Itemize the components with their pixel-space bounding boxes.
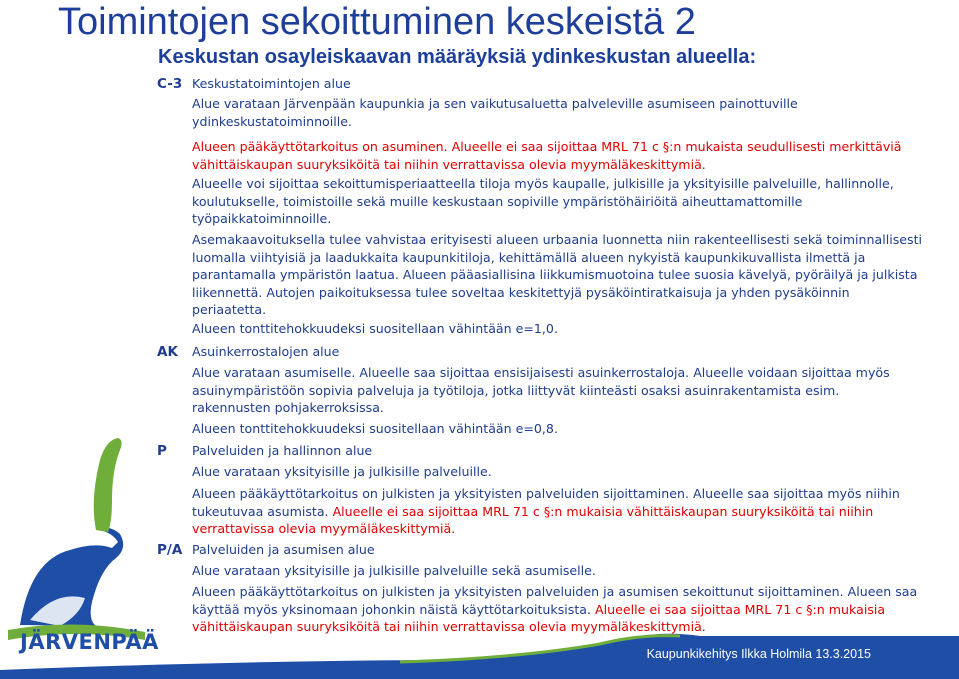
c3-paragraph-5: Alueen tonttitehokkuudeksi suositellaan vähintään e=1,0. (192, 321, 558, 336)
zone-code-c3: C-3 (157, 76, 183, 92)
p-paragraph-2-line-3: verrattavissa olevia myymäläkeskittymiä. (192, 521, 456, 537)
p-paragraph-1: Alue varataan yksityisille ja julkisille palveluille. (192, 464, 492, 479)
c3-paragraph-4-line-5: periaatetta. (192, 302, 267, 318)
logo-text: JÄRVENPÄÄ (20, 630, 159, 654)
p-paragraph-2-line-1: Alueen pääkäyttötarkoitus on julkisten ja yksityisten palveluiden sijoittaminen. Alueelle saa sijoittaa myös niihin (192, 486, 900, 501)
c3-paragraph-3-line-1: Alueelle voi sijoittaa sekoittumisperiaatteella tiloja myös kaupalle, julkisille ja yksityisille palveluille, hallinnolle, (192, 176, 894, 191)
pa-paragraph-1: Alue varataan yksityisille ja julkisille palveluille sekä asumiselle. (192, 563, 596, 578)
footer-wave (0, 600, 959, 679)
pa-paragraph-2-line-2-blue: käyttää myös yksinomaan johonkin näistä käyttötarkoituksista. (192, 601, 591, 617)
footer-credit: Kaupunkikehitys Ilkka Holmila 13.3.2015 (646, 647, 871, 661)
pa-heading: Palveluiden ja asumisen alue (192, 542, 375, 557)
page-subtitle: Keskustan osayleiskaavan määräyksiä ydinkeskustan alueella: (158, 46, 757, 68)
ak-paragraph-1-line-1: Alue varataan asumiselle. Alueelle saa sijoittaa ensisijaisesti asuinkerrostaloja. Alueelle voidaan sijoittaa myös (192, 365, 890, 380)
c3-paragraph-4-line-3: parantamalla ympäristön laatua. Alueen pääasiallisina liikkumismuotoina tulee suosia kävelyä, pyöräilyä ja julkista (192, 267, 918, 283)
zone-code-ak: AK (157, 344, 178, 360)
ak-paragraph-1-line-2: asuinympäristöön sopivia palveluja ja työtiloja, jotka liittyvät kiinteästi osaksi asuinrakentamista esim. (192, 382, 840, 398)
pa-paragraph-2-line-2-red: Alueelle ei saa sijoittaa MRL 71 c §:n mukaisia (591, 601, 886, 617)
ak-paragraph-2: Alueen tonttitehokkuudeksi suositellaan vähintään e=0,8. (192, 421, 558, 436)
p-heading: Palveluiden ja hallinnon alue (192, 443, 373, 458)
ak-heading: Asuinkerrostalojen alue (192, 344, 340, 359)
p-paragraph-2-line-2 (192, 503, 932, 521)
p-paragraph-2-line-2-blue: tukeutuvaa asumista. (192, 503, 329, 519)
zone-code-pa: P/A (157, 542, 183, 558)
c3-paragraph-2-line-1: Alueen pääkäyttötarkoitus on asuminen. Alueelle ei saa sijoittaa MRL 71 c §:n mukaista seudullisesti merkittäviä (192, 139, 902, 154)
zone-code-p: P (157, 443, 167, 459)
page-title: Toimintojen sekoittuminen keskeistä 2 (58, 1, 696, 43)
c3-paragraph-3-line-2: koulutukselle, toimistoille sekä muille keskustaan sopiville ympäristöhäiriöitä aiheuttamattomille (192, 193, 803, 209)
c3-paragraph-2-line-2: vähittäiskaupan suuryksiköitä tai niihin verrattavissa olevia myymäläkeskittymiä. (192, 156, 706, 172)
c3-paragraph-1-line-1: Alue varataan Järvenpään kaupunkia ja sen vaikutusaluetta palveleville asumiseen painottuville (192, 96, 798, 111)
pa-paragraph-2-line-1: Alueen pääkäyttötarkoitus on julkisten ja yksityisten palveluiden ja asumisen sekoittunut sijoittaminen. Alueen saa (192, 584, 918, 599)
c3-paragraph-4-line-1: Asemakaavoituksella tulee vahvistaa erityisesti alueen urbaania luonnetta niin rakenteellisesti sekä toiminnallisesti (192, 232, 923, 247)
c3-heading: Keskustatoimintojen alue (192, 76, 351, 91)
c3-paragraph-1-line-2: ydinkeskustatoiminnoille. (192, 113, 353, 129)
c3-paragraph-4-line-4: liikennettä. Autojen paikoituksessa tulee soveltaa keskitettyjä pysäköintiratkaisuja ja yhden pysäköinnin (192, 284, 850, 300)
ak-paragraph-1-line-3: rakennusten pohjakerroksissa. (192, 400, 384, 416)
p-paragraph-2-line-2-red: Alueelle ei saa sijoittaa MRL 71 c §:n mukaisia vähittäiskaupan suuryksiköitä tai niihin (328, 503, 874, 519)
pa-paragraph-2-line-3: vähittäiskaupan suuryksiköitä tai niihin verrattavissa olevia myymäläkeskittymiä. (192, 619, 706, 635)
c3-paragraph-4-line-2: luomalla viihtyisiä ja laadukkaita kaupunkitiloja, kehittämällä alueen nykyistä kaupunkikuvallista ilmettä ja (192, 249, 866, 265)
c3-paragraph-3-line-3: työpaikkatoiminnoille. (192, 211, 332, 227)
